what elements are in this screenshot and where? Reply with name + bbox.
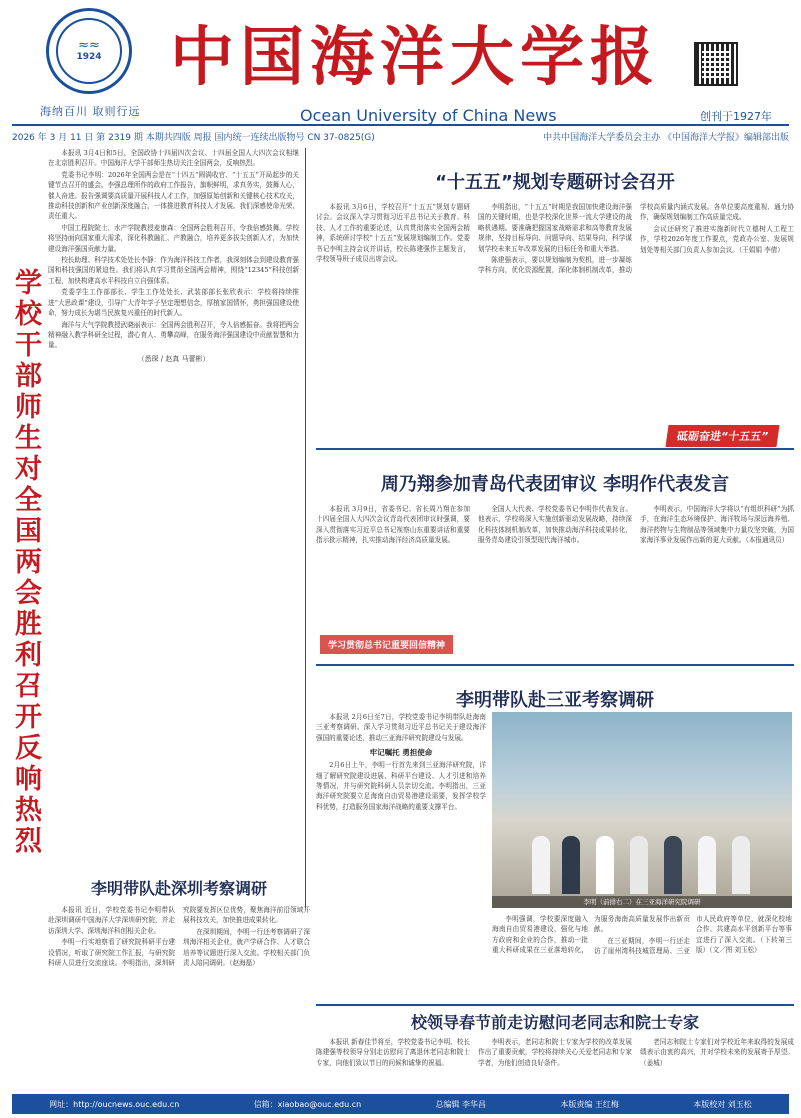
article-paragraph: 老同志和院士专家们对学校近年来取得的发展成绩表示由衷的高兴，并对学校未来的发展寄予厚望。（姜城） bbox=[640, 1038, 794, 1067]
article-paragraph: 李明表示，老同志和院士专家为学校的改革发展作出了重要贡献，学校将持续关心关爱老同志和专家学者，为他们创造良好条件。 bbox=[478, 1038, 632, 1067]
news-photo bbox=[492, 712, 792, 908]
column-tag: 学习贯彻总书记重要回信精神 bbox=[320, 635, 453, 654]
page-footer bbox=[12, 1094, 789, 1114]
photo-caption: 李明（前排右二）在三亚海洋研究院调研 bbox=[492, 896, 792, 908]
holiday-visit-headline: 校领导春节前走访慰问老同志和院士专家 bbox=[410, 1013, 699, 1032]
article-paragraph: 全国人大代表、学校党委书记李明作代表发言。他表示，学校将深入实施创新驱动发展战略，持续深化科技体制机制改革，加快推动海洋科技成果转化，服务青岛建设引领型现代海洋城市。 bbox=[478, 505, 632, 545]
shenzhen-article bbox=[48, 870, 310, 1070]
article-paragraph: 本报讯 近日，学校党委书记李明带队赴深圳调研中国海洋大学深圳研究院，并走访深圳大学、深圳海洋科创相关企业。 bbox=[48, 906, 175, 935]
person-figure bbox=[562, 836, 580, 894]
sanya-article bbox=[316, 664, 794, 1004]
article-subhead: 牢记嘱托 勇担使命 bbox=[369, 748, 433, 758]
article-paragraph: 李明指出，“十五五”时期是我国加快建设海洋强国的关键时期，也是学校深化世界一流大学建设的战略机遇期。要准确把握国家战略需求和高等教育发展规律，坚持目标导向、问题导向、结果导向，科学谋划学校未来五年改革发展的目标任务和重大举措。 bbox=[478, 203, 632, 253]
article-paragraph: 2月6日上午，李明一行首先来到三亚海洋研究院，详细了解研究院建设进展、科研平台建设、人才引进和培养等情况，并与研究院科研人员亲切交流。李明指出，三亚海洋研究院要立足海南自由贸易港建设需要，发挥学校学科优势，打造服务国家海洋战略的重要支撑平台。 bbox=[316, 761, 486, 811]
planning-seminar-article bbox=[316, 148, 794, 450]
footer-chief-editor: 总编辑 李华昌 bbox=[435, 1099, 487, 1109]
university-seal-logo bbox=[46, 8, 132, 94]
shenzhen-headline: 李明带队赴深圳考察调研 bbox=[90, 879, 267, 898]
article-paragraph: 在深圳期间，李明一行还考察调研了深圳海洋相关企业，就产学研合作、人才联合培养等议题进行深入交流。学校相关部门负责人陪同调研。（赵海磊） bbox=[183, 927, 310, 968]
sanya-bottom-columns bbox=[492, 914, 792, 957]
article-paragraph: 李明强调，学校要深度融入海南自由贸易港建设，强化与地方政府和企业的合作，推动一批重大科研成果在三亚落地转化，为服务海南高质量发展作出新贡献。 bbox=[492, 915, 690, 955]
founded-year: 创刊于1927年 bbox=[700, 110, 772, 123]
person-figure bbox=[532, 836, 550, 894]
footer-email-link[interactable]: 信箱：xiaobao@ouc.edu.cn bbox=[253, 1099, 362, 1109]
lead-paragraph: 党委书记李明：2026年全国两会是在“十四五”圆满收官、“十五五”开局起步的关键节点召开的盛会。李强总理所作的政府工作报告，旗帜鲜明，求真务实，鼓舞人心，催人奋进。报告强调要高质量开展科技人才工作，加强原始创新和关键核心技术攻关，推动科技创新和产业创新深度融合，一体推进教育科技人才发展。我们深感使命光荣、责任重大。 bbox=[48, 170, 299, 221]
person-figure bbox=[698, 836, 716, 894]
planning-seminar-headline: “十五五”规划专题研讨会召开 bbox=[435, 172, 675, 193]
issue-info: 2026 年 3 月 11 日 第 2319 期 本期共四版 周报 国内统一连续出版物号 CN 37-0825(G) bbox=[12, 132, 375, 143]
article-paragraph: 本报讯 3月6日，学校召开“十五五”规划专题研讨会。会议深入学习贯彻习近平总书记关于教育、科技、人才工作的重要论述，认真贯彻落实全国两会精神，系统研讨学校“十五五”发展规划编制工作。党委书记李明主持会议并讲话，校长陈建强作主题发言，学校领导班子成员出席会议。 bbox=[316, 203, 470, 264]
person-figure bbox=[630, 836, 648, 894]
article-paragraph: 在三亚期间，李明一行还走访了崖州湾科技城管理局、三亚市人民政府等单位，就深化校地合作、共建高水平创新平台等事宜进行了深入交流。（下转第三版）（文／图 刘玉松） bbox=[594, 915, 792, 956]
publisher-info: 中共中国海洋大学委员会主办 《中国海洋大学报》编辑部出版 bbox=[543, 132, 789, 143]
lead-paragraph: 海洋与大气学院教授武晓丽表示：全国两会胜利召开，令人倍感振奋。我将把两会精神融入教学科研全过程，潜心育人、勇攀高峰，在服务海洋强国建设中贡献智慧和力量。 bbox=[48, 320, 299, 350]
lead-paragraph: 本报讯 3月4日和5日，全国政协十四届四次会议、十四届全国人大四次会议相继在北京胜利召开。中国海洋大学干部师生热切关注全国两会，反响热烈。 bbox=[48, 149, 299, 168]
footer-url-link[interactable]: 网址：http://oucnews.ouc.edu.cn bbox=[49, 1099, 180, 1109]
article-paragraph: 本报讯 2月6日至7日，学校党委书记李明带队赴海南三亚考察调研。深入学习贯彻习近平总书记关于建设海洋强国的重要论述，推动三亚海洋研究院建设与发展。 bbox=[316, 713, 486, 742]
person-figure bbox=[664, 836, 682, 894]
delegation-headline: 周乃翔参加青岛代表团审议 李明作代表发言 bbox=[380, 474, 730, 495]
lead-signature: （悉琛 / 赵真 马蕾彬） bbox=[137, 354, 210, 363]
article-paragraph: 陈建强表示，要以规划编制为契机，进一步凝练学科方向，优化资源配置，深化体制机制改革，推动学校高质量内涵式发展。各单位要高度重视、通力协作，确保规划编制工作高质量完成。 bbox=[478, 203, 794, 275]
lead-paragraph: 中国工程院院士、水产学院教授麦康森：全国两会胜利召开，令我倍感鼓舞。学校将坚持面向国家重大需求，深化科教融汇、产教融合，培养更多拔尖创新人才，为加快建设海洋强国贡献力量。 bbox=[48, 223, 299, 253]
lead-paragraph: 校长助理、科学技术处处长李静：作为海洋科技工作者，我深刻体会到建设教育强国和科技强国的紧迫性。我们将认真学习贯彻全国两会精神，围绕“12345”科技创新工程，加快构建高水平科技自立自强体系。 bbox=[48, 256, 299, 285]
article-paragraph: 会议还研究了推进实施新时代立德树人工程工作，学校2026年度工作要点，党政办公室、发展规划处等相关部门负责人参加会议。（王娟娟 李倩） bbox=[640, 224, 794, 254]
seal-year: 1924 bbox=[76, 52, 102, 62]
lead-article bbox=[48, 148, 306, 908]
article-paragraph: 本报讯 3月9日，省委书记、省长周乃翔在参加十四届全国人大四次会议青岛代表团审议时强调，要深入贯彻落实习近平总书记视察山东重要讲话和重要指示批示精神，扎实推动海洋经济高质量发展。 bbox=[316, 505, 470, 545]
section-ribbon: 砥砺奋进“十五五” bbox=[665, 425, 780, 447]
sanya-text-column bbox=[316, 712, 486, 812]
footer-proof: 本版校对 刘玉松 bbox=[693, 1099, 752, 1109]
waves-icon: ≈≈ bbox=[78, 38, 100, 53]
qr-code-icon[interactable] bbox=[694, 42, 738, 86]
article-paragraph: 李明表示，中国海洋大学将以“有组织科研”为抓手，在海洋生态环境保护、海洋牧场与深远海养殖、海洋药物与生物制品等领域集中力量攻坚突破，为国家海洋事业发展作出新的更大贡献。（本报通讯员） bbox=[640, 505, 794, 545]
newspaper-english-title: Ocean University of China News bbox=[300, 106, 557, 125]
lead-paragraph: 党委学生工作部部长、学生工作处处长、武装部部长张欣表示：学校将持续推进“大思政课”建设，引导广大青年学子坚定理想信念，厚植家国情怀，勇担强国建设使命，努力成长为堪当民族复兴重任的时代新人。 bbox=[48, 288, 299, 318]
newspaper-title: 中国海洋大学报 bbox=[170, 20, 660, 95]
issue-info-bar bbox=[12, 124, 789, 144]
masthead bbox=[0, 0, 801, 150]
person-figure bbox=[596, 836, 614, 894]
person-figure bbox=[732, 836, 750, 894]
delegation-article bbox=[316, 448, 794, 660]
holiday-visit-article bbox=[316, 1004, 794, 1080]
article-paragraph: 本报讯 新春佳节将至，学校党委书记李明、校长陈建强等校领导分别走访慰问了离退休老同志和院士专家，向他们致以节日的问候和诚挚的祝福。 bbox=[316, 1038, 470, 1067]
university-motto: 海纳百川 取则行远 bbox=[40, 105, 141, 118]
article-paragraph: 李明一行实地察看了研究院科研平台建设情况，听取了研究院工作汇报，与研究院科研人员进行交流座谈。李明指出，深圳研究院要发挥区位优势，聚焦海洋前沿领域开展科技攻关，加快推进成果转化。 bbox=[48, 906, 310, 968]
footer-editor: 本版责编 王红梅 bbox=[560, 1099, 619, 1109]
lead-headline: 学校干部师生对全国两会胜利召开反响热烈 bbox=[8, 232, 42, 892]
sanya-headline: 李明带队赴三亚考察调研 bbox=[456, 690, 654, 711]
